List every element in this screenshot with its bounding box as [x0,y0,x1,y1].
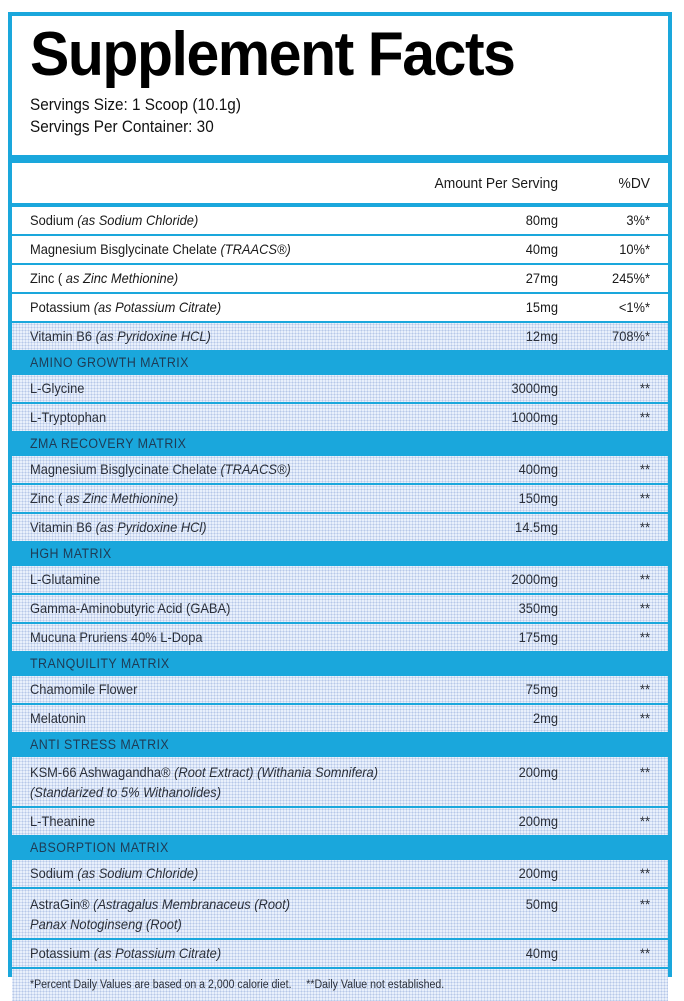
ingredient-row [12,207,668,236]
ingredient-source-note: (as Pyridoxine HCL) [95,328,211,344]
ingredient-source-note: (Astragalus Membranaceus (Root) [93,896,291,912]
ingredient-amount: 2mg [532,710,558,726]
section-header [12,433,668,456]
ingredient-name [30,519,405,535]
ingredient-dv: ** [639,945,650,961]
ingredient-dv: ** [639,600,650,616]
ingredient-name-text: Vitamin B6 [30,519,93,535]
servings-per-container: Servings Per Container: 30 [30,117,214,136]
ingredient-name-text: L-Glutamine [30,571,101,587]
ingredient-row [12,375,668,404]
ingredient-name [30,865,405,881]
ingredient-dv: ** [639,681,650,697]
section-title: ANTI STRESS MATRIX [30,737,170,752]
ingredient-name-text: Potassium [30,945,91,961]
ingredient-name [30,241,405,257]
ingredient-name-text: Mucuna Pruriens 40% L-Dopa [30,629,203,645]
ingredient-amount: 175mg [518,629,558,645]
ingredient-source-note: (TRAACS®) [220,461,291,477]
ingredient-row [12,676,668,705]
ingredient-name [30,461,405,477]
ingredient-source-note: (Root Extract) (Withania Somnifera) [174,764,378,780]
ingredient-name [30,762,405,802]
ingredient-amount: 15mg [525,299,558,315]
ingredient-amount: 40mg [525,241,558,257]
ingredient-dv: ** [639,865,650,881]
ingredient-table [12,207,668,1001]
section-title: AMINO GROWTH MATRIX [30,355,189,370]
ingredient-source-note: (as Sodium Chloride) [77,865,199,881]
ingredient-name [30,270,405,286]
ingredient-dv: ** [639,409,650,425]
ingredient-name-text: Potassium [30,299,91,315]
ingredient-dv: ** [639,629,650,645]
ingredient-row [12,595,668,624]
ingredient-name-text: Sodium [30,212,74,228]
supplement-facts-panel [8,12,672,991]
ingredient-note-line2: Panax Notoginseng (Root) [30,916,182,932]
ingredient-dv: ** [639,461,650,477]
ingredient-name [30,409,405,425]
section-header [12,734,668,757]
ingredient-dv: ** [639,490,650,506]
ingredient-row [12,705,668,734]
ingredient-amount: 12mg [525,328,558,344]
section-header [12,837,668,860]
section-title: ABSORPTION MATRIX [30,840,169,855]
ingredient-name-text: Zinc ( [30,270,63,286]
ingredient-source-note: (as Pyridoxine HCl) [95,519,207,535]
section-header [12,543,668,566]
ingredient-amount: 200mg [518,764,558,780]
ingredient-dv: 708%* [612,328,650,344]
ingredient-amount: 40mg [525,945,558,961]
ingredient-name [30,710,405,726]
ingredient-note-line2: (Standarized to 5% Withanolides) [30,784,222,800]
ingredient-row [12,485,668,514]
footnote-text: *Percent Daily Values are based on a 2,000 calorie diet. **Daily Value not established. [30,979,445,991]
ingredient-amount: 200mg [518,865,558,881]
ingredient-amount: 75mg [525,681,558,697]
ingredient-name [30,629,405,645]
ingredient-amount: 80mg [525,212,558,228]
ingredient-row [12,940,668,969]
ingredient-amount: 1000mg [511,409,558,425]
ingredient-amount: 150mg [518,490,558,506]
ingredient-name [30,894,405,934]
ingredient-amount: 2000mg [511,571,558,587]
ingredient-row [12,889,668,940]
ingredient-row [12,757,668,808]
ingredient-name-text: L-Tryptophan [30,409,107,425]
footnote [12,969,668,1001]
ingredient-name-text: Magnesium Bisglycinate Chelate [30,241,217,257]
ingredient-row [12,265,668,294]
ingredient-name-text: Magnesium Bisglycinate Chelate [30,461,217,477]
ingredient-name [30,380,405,396]
ingredient-name-text: Vitamin B6 [30,328,93,344]
dv-column-header: %DV [618,174,650,192]
ingredient-name [30,600,405,616]
ingredient-name-text: Gamma-Aminobutyric Acid (GABA) [30,600,231,616]
ingredient-name [30,945,405,961]
ingredient-name [30,299,405,315]
ingredient-name [30,571,405,587]
ingredient-amount: 200mg [518,813,558,829]
ingredient-amount: 400mg [518,461,558,477]
ingredient-dv: ** [639,813,650,829]
ingredient-dv: ** [639,519,650,535]
ingredient-row [12,456,668,485]
ingredient-source-note: (TRAACS®) [220,241,291,257]
ingredient-row [12,404,668,433]
ingredient-name-text: L-Glycine [30,380,85,396]
ingredient-name [30,490,405,506]
section-header [12,653,668,676]
ingredient-row [12,808,668,837]
amount-column-header: Amount Per Serving [434,174,558,192]
section-title: HGH MATRIX [30,546,112,561]
ingredient-source-note: (as Potassium Citrate) [93,299,222,315]
ingredient-dv: 3%* [626,212,650,228]
ingredient-name [30,328,405,344]
ingredient-dv: 10%* [619,241,650,257]
serving-size: Servings Size: 1 Scoop (10.1g) [30,95,241,114]
label-title: Supplement Facts [30,20,515,89]
ingredient-name-text: Melatonin [30,710,86,726]
ingredient-dv: ** [639,571,650,587]
ingredient-source-note: (as Sodium Chloride) [77,212,199,228]
ingredient-name-text: AstraGin® [30,896,90,912]
section-header [12,352,668,375]
section-title: ZMA RECOVERY MATRIX [30,436,187,451]
ingredient-name [30,212,405,228]
section-title: TRANQUILITY MATRIX [30,656,170,671]
label-header [12,16,668,163]
ingredient-dv: ** [639,710,650,726]
ingredient-source-note: as Zinc Methionine) [65,270,179,286]
ingredient-row [12,514,668,543]
ingredient-dv: <1%* [618,299,650,315]
ingredient-name-text: Chamomile Flower [30,681,138,697]
ingredient-amount: 27mg [525,270,558,286]
ingredient-name [30,681,405,697]
ingredient-amount: 14.5mg [515,519,558,535]
ingredient-row [12,566,668,595]
ingredient-name-text: Zinc ( [30,490,63,506]
ingredient-name-text: KSM-66 Ashwagandha® [30,764,171,780]
ingredient-name [30,813,405,829]
ingredient-dv: ** [639,896,650,912]
ingredient-amount: 3000mg [511,380,558,396]
column-header-row [12,163,668,207]
ingredient-name-text: L-Theanine [30,813,96,829]
ingredient-row [12,236,668,265]
ingredient-amount: 50mg [525,896,558,912]
ingredient-row [12,294,668,323]
ingredient-row [12,860,668,889]
ingredient-row [12,323,668,352]
ingredient-amount: 350mg [518,600,558,616]
ingredient-source-note: as Zinc Methionine) [65,490,179,506]
ingredient-dv: 245%* [612,270,650,286]
ingredient-source-note: (as Potassium Citrate) [93,945,222,961]
ingredient-dv: ** [639,380,650,396]
ingredient-row [12,624,668,653]
ingredient-dv: ** [639,764,650,780]
ingredient-name-text: Sodium [30,865,74,881]
